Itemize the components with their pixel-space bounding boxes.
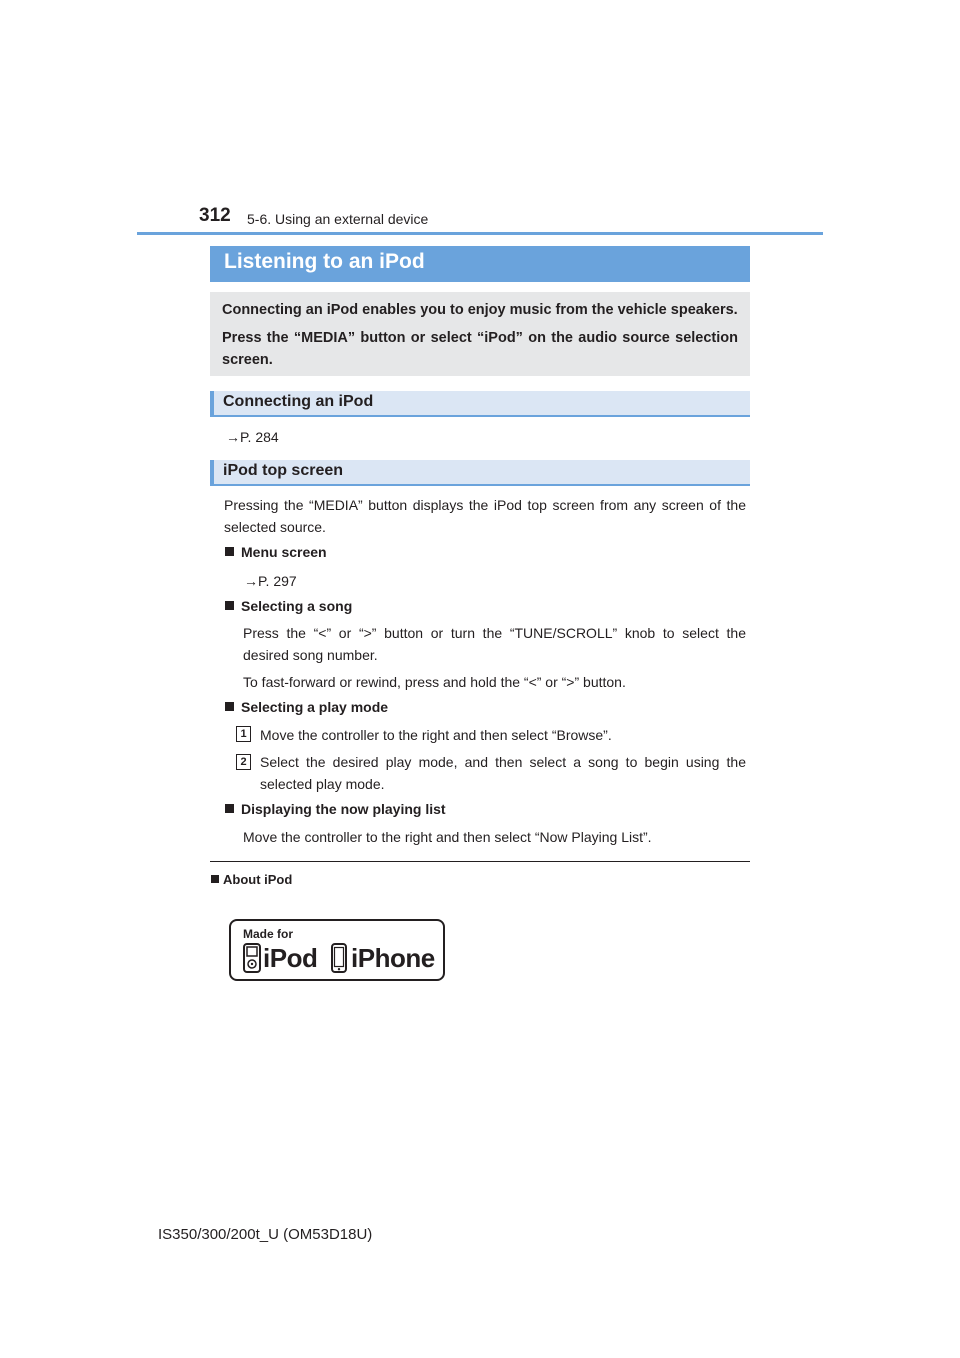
- intro-box: [210, 292, 750, 376]
- subheading-top-screen-label: iPod top screen: [223, 462, 344, 479]
- logo-made-for-text: Made for: [243, 927, 294, 941]
- selecting-song-heading: [225, 598, 352, 614]
- footer-model-code: IS350/300/200t_U (OM53D18U): [158, 1226, 373, 1243]
- section-divider: [210, 861, 750, 862]
- header-rule: [137, 232, 823, 235]
- title-bar: [210, 246, 750, 282]
- menu-screen-heading: [225, 544, 327, 560]
- play-mode-step-1: Move the controller to the right and then select “Browse”.: [260, 727, 612, 743]
- intro-paragraph-1: Connecting an iPod enables you to enjoy music from the vehicle speakers.: [222, 302, 738, 318]
- play-mode-heading-text: Selecting a play mode: [241, 699, 389, 715]
- selecting-song-text-2: To fast-forward or rewind, press and hold the “<” or “>” button.: [243, 674, 626, 690]
- now-playing-heading-text: Displaying the now playing list: [241, 801, 446, 817]
- now-playing-text: Move the controller to the right and then select “Now Playing List”.: [243, 829, 652, 845]
- subheading-connecting-label: Connecting an iPod: [223, 393, 374, 410]
- top-screen-description: Pressing the “MEDIA” button displays the iPod top screen from any screen of the selected source.: [224, 497, 746, 535]
- section-path: 5-6. Using an external device: [247, 211, 429, 227]
- connecting-page-ref: →P. 284: [226, 429, 279, 445]
- page-number: 312: [199, 205, 231, 226]
- page-title: Listening to an iPod: [224, 250, 425, 273]
- selecting-song-heading-text: Selecting a song: [241, 598, 353, 614]
- subheading-connecting: [210, 391, 750, 417]
- about-ipod-heading-text: About iPod: [223, 872, 293, 887]
- about-ipod-heading: [211, 872, 292, 887]
- menu-screen-heading-text: Menu screen: [241, 544, 327, 560]
- subheading-top-screen: [210, 460, 750, 486]
- play-mode-heading: [225, 699, 388, 715]
- made-for-ipod-iphone-logo: [229, 919, 445, 981]
- intro-paragraph-2: Press the “MEDIA” button or select “iPod” on the audio source selection screen.: [222, 330, 738, 368]
- bullet-square-icon: [225, 804, 234, 813]
- bullet-square-icon: [225, 702, 234, 711]
- ipod-icon: [243, 943, 261, 973]
- now-playing-heading: [225, 801, 446, 817]
- step-number-2: 2: [236, 754, 251, 770]
- logo-iphone-text: iPhone: [351, 943, 435, 973]
- logo-ipod-text: iPod: [263, 943, 318, 973]
- iphone-icon: [331, 943, 347, 973]
- bullet-square-icon: [225, 547, 234, 556]
- menu-screen-page-ref: →P. 297: [244, 573, 297, 589]
- bullet-square-icon: [225, 601, 234, 610]
- step-number-1: 1: [236, 726, 251, 742]
- bullet-square-icon: [211, 875, 219, 883]
- selecting-song-text-1: Press the “<” or “>” button or turn the “TUNE/SCROLL” knob to select the desired song number.: [243, 625, 746, 663]
- play-mode-step-2: Select the desired play mode, and then select a song to begin using the selected play mode.: [260, 754, 746, 792]
